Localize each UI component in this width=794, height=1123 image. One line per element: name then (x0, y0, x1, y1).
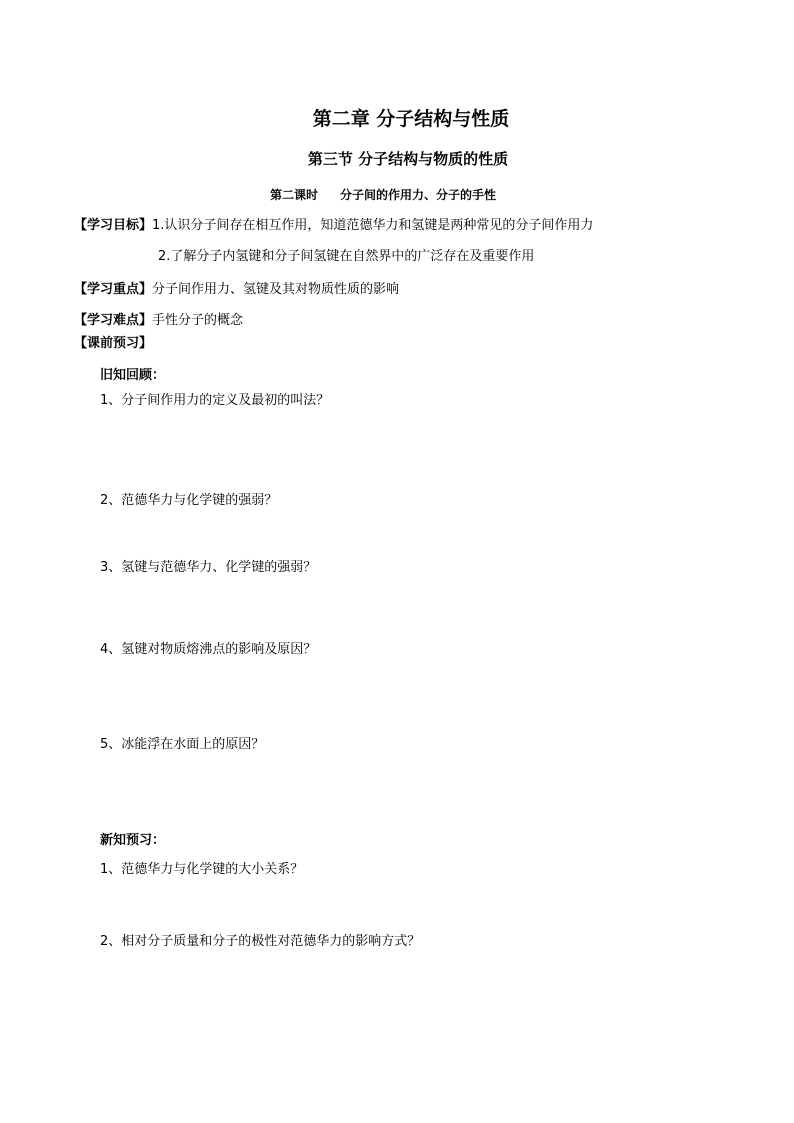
key-points-row (74, 281, 399, 299)
lesson-period: 第二课时 (270, 188, 319, 202)
difficulties-row (74, 312, 243, 330)
new-heading: 新知预习： (100, 833, 166, 848)
chapter-title: 第二章 分子结构与性质 (312, 108, 510, 130)
objectives-row (74, 217, 593, 235)
question-item: 2、相对分子质量和分子的极性对范德华力的影响方式？ (100, 934, 421, 949)
key-points-label: 【学习重点】 (74, 282, 153, 297)
lesson-title (270, 186, 496, 203)
question-item: 4、氢键对物质熔沸点的影响及原因？ (100, 642, 317, 657)
key-points-text: 分子间作用力、氢键及其对物质性质的影响 (152, 282, 400, 297)
objectives-label: 【学习目标】 (74, 218, 153, 233)
review-heading: 旧知回顾： (100, 368, 166, 383)
difficulties-label: 【学习难点】 (74, 313, 153, 328)
question-item: 2、范德华力与化学键的强弱？ (100, 493, 278, 508)
section-title: 第三节 分子结构与物质的性质 (307, 150, 509, 168)
objective-item: 2.了解分子内氢键和分子间氢键在自然界中的广泛存在及重要作用 (158, 249, 535, 264)
lesson-topic: 分子间的作用力、分子的手性 (340, 188, 497, 202)
question-item: 5、冰能浮在水面上的原因？ (100, 737, 265, 752)
difficulties-text: 手性分子的概念 (152, 313, 244, 328)
objective-item: 1.认识分子间存在相互作用，知道范德华力和氢键是两种常见的分子间作用力 (152, 218, 594, 233)
question-item: 1、范德华力与化学键的大小关系？ (100, 862, 304, 877)
question-item: 3、氢键与范德华力、化学键的强弱？ (100, 560, 317, 575)
preview-label: 【课前预习】 (74, 336, 153, 351)
question-item: 1、分子间作用力的定义及最初的叫法？ (100, 393, 330, 408)
